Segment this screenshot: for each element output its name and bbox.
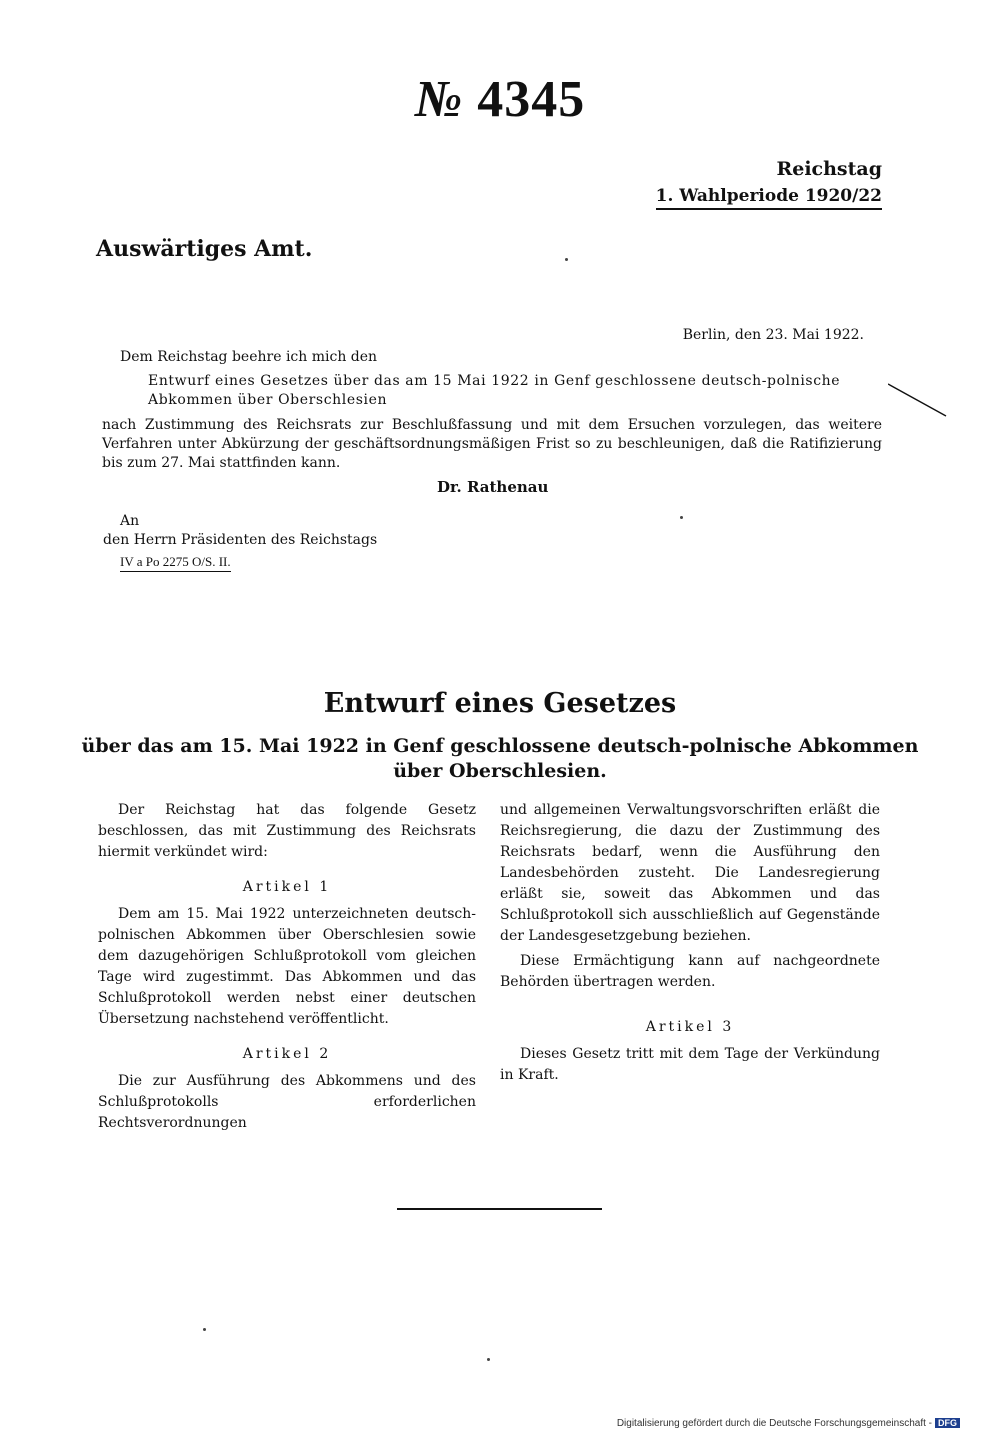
document-number (0, 70, 1000, 129)
reichstag-label: Reichstag (776, 158, 882, 180)
document-number-value: 4345 (477, 71, 586, 128)
letter-intro: Dem Reichstag beehre ich mich den (120, 349, 378, 365)
letter-quoted-title: Entwurf eines Gesetzes über das am 15 Mai 1922 in Genf geschlossene deutsch-polnische Abkommen über Oberschlesien (148, 373, 841, 408)
speck (680, 516, 683, 519)
wahlperiode-label: 1. Wahlperiode 1920/22 (656, 186, 882, 210)
artikel-2-heading: Artikel 2 (242, 1046, 332, 1062)
number-symbol: № (414, 71, 464, 128)
signature: Dr. Rathenau (437, 478, 549, 496)
closing-rule (397, 1208, 602, 1210)
artikel-1-heading: Artikel 1 (242, 879, 332, 895)
reference-number: IV a Po 2275 O/S. II. (120, 554, 231, 572)
artikel-1-text: Dem am 15. Mai 1922 unterzeichneten deutsch-polnischen Abkommen über Oberschlesien sowie dem dazugehörigen Schlußprotokoll vom gleichen Tage wird zugestimmt. Das Abkommen und das Schlußprotokoll werden nebst einer deutschen Übersetzung nachstehend veröffentlicht. (98, 906, 476, 1027)
artikel-2-delegation: Diese Ermächtigung kann auf nachgeordnete Behörden übertragen werden. (500, 953, 880, 990)
addressee-an: An (120, 513, 140, 529)
dateline: Berlin, den 23. Mai 1922. (682, 327, 864, 343)
addressee-line: den Herrn Präsidenten des Reichstags (103, 532, 378, 548)
draft-subtitle: über das am 15. Mai 1922 in Genf geschlossene deutsch-polnische Abkommen über Oberschlesien. (81, 735, 919, 782)
artikel-3-text: Dieses Gesetz tritt mit dem Tage der Verkündung in Kraft. (500, 1046, 880, 1083)
artikel-2-text-start: Die zur Ausführung des Abkommens und des Schlußprotokolls erforderlichen Rechtsverordnungen (98, 1073, 476, 1131)
dfg-logo: DFG (935, 1418, 960, 1428)
speck (487, 1358, 490, 1361)
letter-body: nach Zustimmung des Reichsrats zur Beschlußfassung und mit dem Ersuchen vorzulegen, das weitere Verfahren unter Abkürzung der geschäftsordnungsmäßigen Frist so zu beschleunigen, daß die Ratifizierung bis zum 27. Mai stattfinden kann. (102, 417, 882, 471)
artikel-2-text-continued: und allgemeinen Verwaltungsvorschriften erläßt die Reichsregierung, die dazu der Zustimmung des Reichsrats bedarf, wenn die Ausführung den Landesbehörden zusteht. Die Landesregierung erläßt sie, soweit das Abkommen und das Schlußprotokoll sich ausschließlich auf Gegenstände der Landesgesetzgebung beziehen. (500, 802, 880, 944)
draft-title: Entwurf eines Gesetzes (323, 688, 677, 719)
artikel-3-heading: Artikel 3 (645, 1019, 735, 1035)
preamble: Der Reichstag hat das folgende Gesetz beschlossen, das mit Zustimmung des Reichsrats hiermit verkündet wird: (98, 802, 476, 860)
right-column (500, 800, 880, 1086)
footer-text: Digitalisierung gefördert durch die Deutsche Forschungsgemeinschaft - (616, 1418, 932, 1429)
speck (203, 1328, 206, 1331)
sender-heading: Auswärtiges Amt. (96, 236, 313, 262)
footer-credit (617, 1418, 960, 1429)
margin-stroke (888, 380, 948, 420)
left-column (98, 800, 476, 1134)
speck (565, 258, 568, 261)
